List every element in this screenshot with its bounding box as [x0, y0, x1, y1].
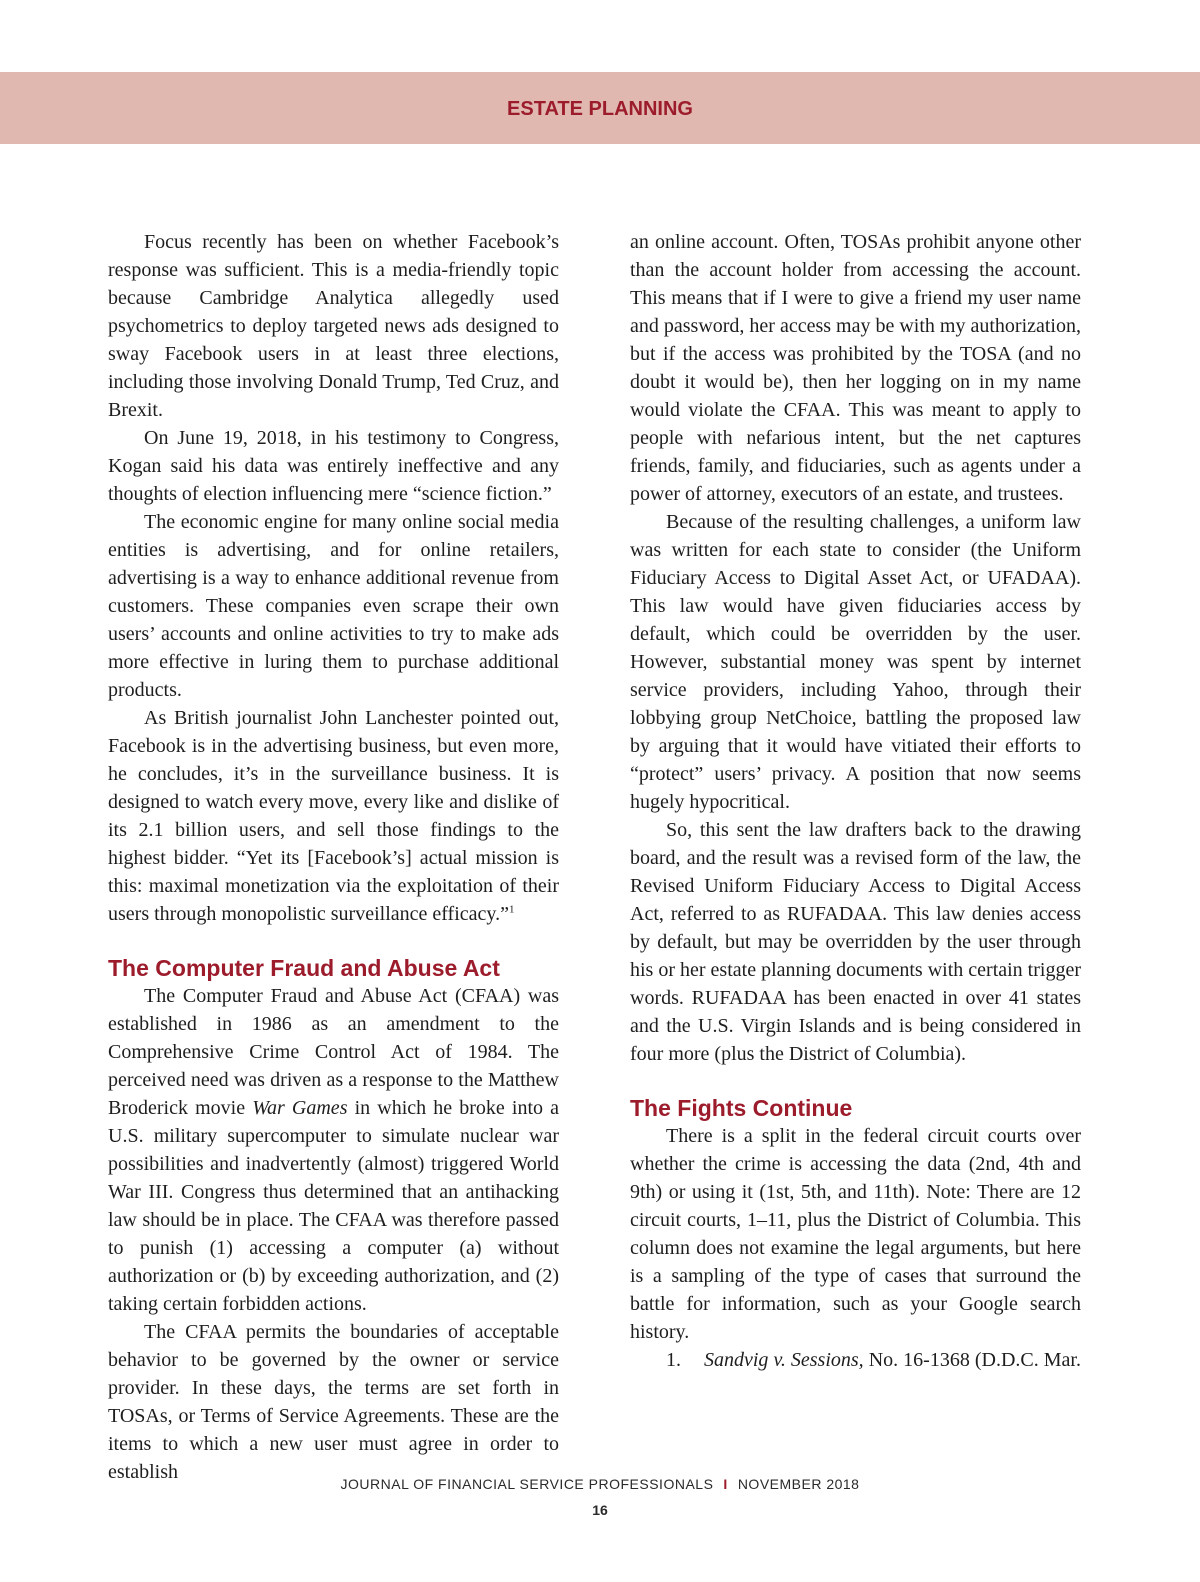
case-citation: No. 16-1368 (D.D.C. Mar.	[863, 1349, 1081, 1371]
section-heading-cfaa: The Computer Fraud and Abuse Act	[108, 955, 500, 981]
paragraph: So, this sent the law drafters back to the drawing board, and the result was a revised form of the law, the Revised Uniform Fiduciary Access to Digital Access Act, referred to as RUFADAA. This law denies access by default, but may be overridden by the user through his or her estate planning documents with certain trigger words. RUFADAA has been enacted in over 41 states and the U.S. Virgin Islands and is being considered in four more (plus the District of Columbia).	[630, 819, 1081, 1065]
footnote-reference: 1	[509, 903, 515, 916]
section-heading-fights-continue: The Fights Continue	[630, 1095, 853, 1121]
journal-name: JOURNAL OF FINANCIAL SERVICE PROFESSIONALS	[340, 1476, 714, 1492]
case-entry	[668, 1346, 1081, 1374]
case-name: Sandvig v. Sessions,	[704, 1349, 864, 1371]
paragraph: Because of the resulting challenges, a uniform law was written for each state to consider (the Uniform Fiduciary Access to Digital Asset Act, or UFADAA). This law would have given fiduciaries access by default, which could be overridden by the user. However, substantial money was spent by internet service providers, including Yahoo, through their lobbying group NetChoice, battling the proposed law by arguing that it would have vitiated their efforts to “protect” users’ privacy. A position that now seems hugely hypocritical.	[630, 511, 1081, 813]
paragraph-text: The Computer Fraud and Abuse Act (CFAA) was established in 1986 as an amendment to the Comprehensive Crime Control Act of 1984. The perceived need was driven as a response to the Matthew Broderick movie	[108, 985, 559, 1119]
section-title: ESTATE PLANNING	[507, 98, 693, 120]
paragraph: an online account. Often, TOSAs prohibit anyone other than the account holder from accessing the account. This means that if I were to give a friend my user name and password, her access may be with my authorization, but if the access was prohibited by the TOSA (and no doubt it would be), then her logging on in my name would violate the CFAA. This was meant to apply to people with nefarious intent, but the net captures friends, family, and fiduciaries, such as agents under a power of attorney, executors of an estate, and trustees.	[630, 231, 1081, 505]
section-banner	[0, 72, 1200, 144]
case-number: 1.	[666, 1349, 681, 1371]
movie-title: War Games	[252, 1097, 348, 1119]
paragraph	[108, 982, 559, 1318]
paragraph-text: As British journalist John Lanchester pointed out, Facebook is in the advertising business, but even more, he concludes, it’s in the surveillance business. It is designed to watch every move, every like and dislike of its 2.1 billion users, and sell those findings to the highest bidder. “Yet its [Facebook’s] actual mission is this: maximal monetization via the exploitation of their users through monopolistic surveillance efficacy.”	[108, 707, 559, 925]
paragraph: There is a split in the federal circuit courts over whether the crime is accessing the data (2nd, 4th and 9th) or using it (1st, 5th, and 11th). Note: There are 12 circuit courts, 1–11, plus the District of Columbia. This column does not examine the legal arguments, but here is a sampling of the type of cases that surround the battle for information, such as your Google search history.	[630, 1125, 1081, 1343]
paragraph: The CFAA permits the boundaries of acceptable behavior to be governed by the owner or service provider. In these days, the terms are set forth in TOSAs, or Terms of Service Agreements. These are the items to which a new user must agree in order to establish	[108, 1321, 559, 1483]
issue-date: NOVEMBER 2018	[737, 1476, 860, 1492]
page-footer	[0, 1476, 1200, 1492]
paragraph	[108, 704, 559, 928]
right-column	[630, 228, 1081, 1374]
paragraph: Focus recently has been on whether Facebook’s response was sufficient. This is a media-friendly topic because Cambridge Analytica allegedly used psychometrics to deploy targeted news ads designed to sway Facebook users in at least three elections, including those involving Donald Trump, Ted Cruz, and Brexit.	[108, 231, 559, 421]
case-list-item	[630, 1346, 1081, 1374]
left-column	[108, 228, 559, 1486]
page-number: 16	[592, 1502, 608, 1518]
paragraph-text: in which he broke into a U.S. military supercomputer to simulate nuclear war possibilities and inadvertently (almost) triggered World War III. Congress thus determined that an antihacking law should be in place. The CFAA was therefore passed to punish (1) accessing a computer (a) without authorization or (b) by exceeding authorization, and (2) taking certain forbidden actions.	[108, 1097, 560, 1315]
paragraph: On June 19, 2018, in his testimony to Congress, Kogan said his data was entirely ineffective and any thoughts of election influencing mere “science fiction.”	[108, 427, 559, 505]
footer-separator: I	[723, 1476, 728, 1492]
paragraph: The economic engine for many online social media entities is advertising, and for online retailers, advertising is a way to enhance additional revenue from customers. These companies even scrape their own users’ accounts and online activities to try to make ads more effective in luring them to purchase additional products.	[108, 511, 559, 701]
